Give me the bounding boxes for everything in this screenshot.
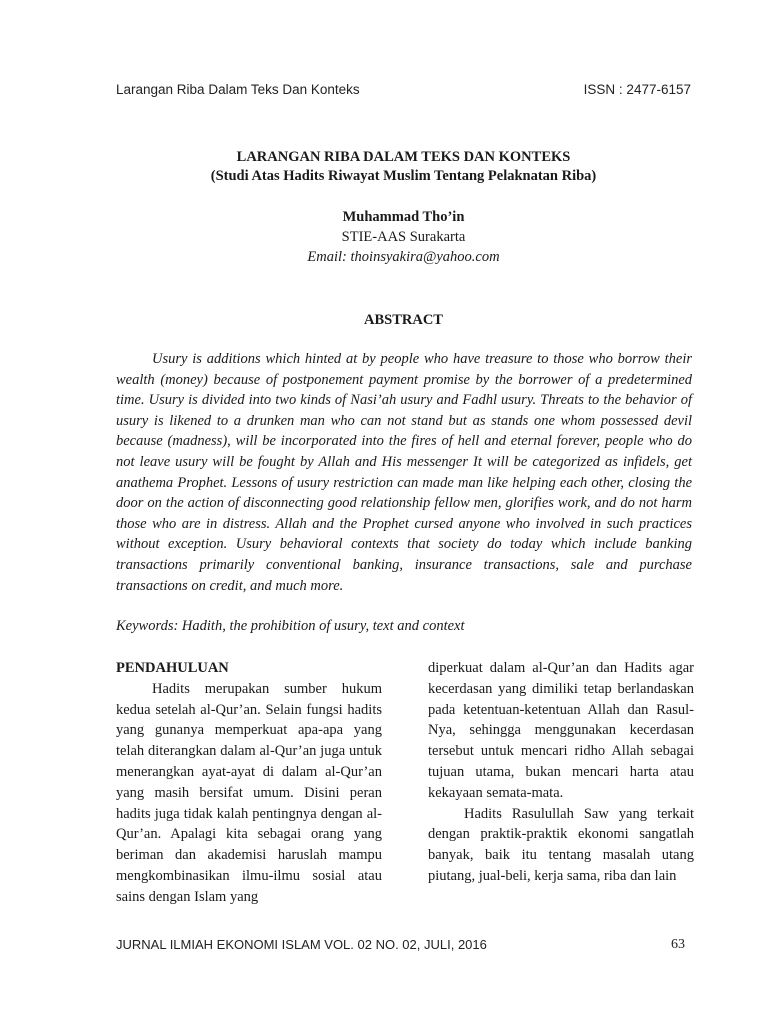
issn-label: ISSN : 2477-6157 [583, 82, 691, 97]
body-column-right [428, 658, 694, 887]
body-column-left [116, 658, 382, 908]
journal-citation: JURNAL ILMIAH EKONOMI ISLAM VOL. 02 NO. 02, JULI, 2016 [116, 937, 487, 952]
running-title: Larangan Riba Dalam Teks Dan Konteks [116, 82, 360, 97]
section-heading: PENDAHULUAN [116, 660, 229, 676]
abstract-heading: ABSTRACT [364, 312, 443, 328]
abstract-body: Usury is additions which hinted at by people who have treasure to those who borrow their wealth (money) because of postponement payment promise by the borrower of a predetermined time. Usury is divided into two kinds of Nasi’ah usury and Fadhl usury. Threats to the behavior of usury is likened to a drunken man who can not stand but as stands one whom possessed devil because (madness), will be incorporated into the fires of hell and eternal forever, people who do not leave usury will be fought by Allah and His messenger It will be categorized as infidels, get anathema Prophet. Lessons of usury restriction can made man like helping each other, closing the door on the action of disconnecting good relationship fellow men, glorifies work, and do not harm those who are in distress. Allah and the Prophet cursed anyone who involved in such practices without exception. Usury behavioral contexts that society do today which include banking transactions primarily conventional banking, insurance transactions, sale and purchase transactions on credit, and much more. [116, 351, 692, 594]
body-paragraph: Hadits Rasulullah Saw yang terkait dengan praktik-praktik ekonomi sangatlah banyak, baik itu tentang masalah utang piutang, jual-beli, kerja sama, riba dan lain [428, 805, 694, 884]
body-paragraph: Hadits merupakan sumber hukum kedua setelah al-Qur’an. Selain fungsi hadits yang gunanya memperkuat apa-apa yang telah diterangkan dalam al-Qur’an juga untuk menerangkan ayat-ayat di dalam al-Qur’an yang masih bersifat umum. Disini peran hadits juga tidak kalah pentingnya dengan al-Qur’an. Apalagi kita sebagai orang yang beriman dan akademisi haruslah mampu mengkombinasikan ilmu-ilmu sosial atau sains dengan Islam yang [116, 680, 382, 905]
author-name: Muhammad Tho’in [342, 209, 465, 225]
article-subtitle: (Studi Atas Hadits Riwayat Muslim Tentang Pelaknatan Riba) [210, 168, 597, 184]
author-affiliation: STIE-AAS Surakarta [341, 229, 466, 245]
body-paragraph: diperkuat dalam al-Qur’an dan Hadits agar kecerdasan yang dimiliki tetap berlandaskan pada ketentuan-ketentuan Allah dan Rasul-Nya, sehingga menggunakan kecerdasan tersebut untuk mencari ridho Allah sebagai tujuan utama, bukan mencari harta atau kekayaan semata-mata. [428, 660, 694, 801]
running-header [116, 82, 691, 97]
author-email: Email: thoinsyakira@yahoo.com [307, 249, 500, 265]
author-block [116, 207, 691, 267]
page-footer [116, 937, 685, 953]
page-number: 63 [671, 937, 685, 952]
keywords: Keywords: Hadith, the prohibition of usury, text and context [116, 618, 465, 634]
article-title: LARANGAN RIBA DALAM TEKS DAN KONTEKS [236, 149, 571, 165]
title-block [116, 148, 691, 186]
